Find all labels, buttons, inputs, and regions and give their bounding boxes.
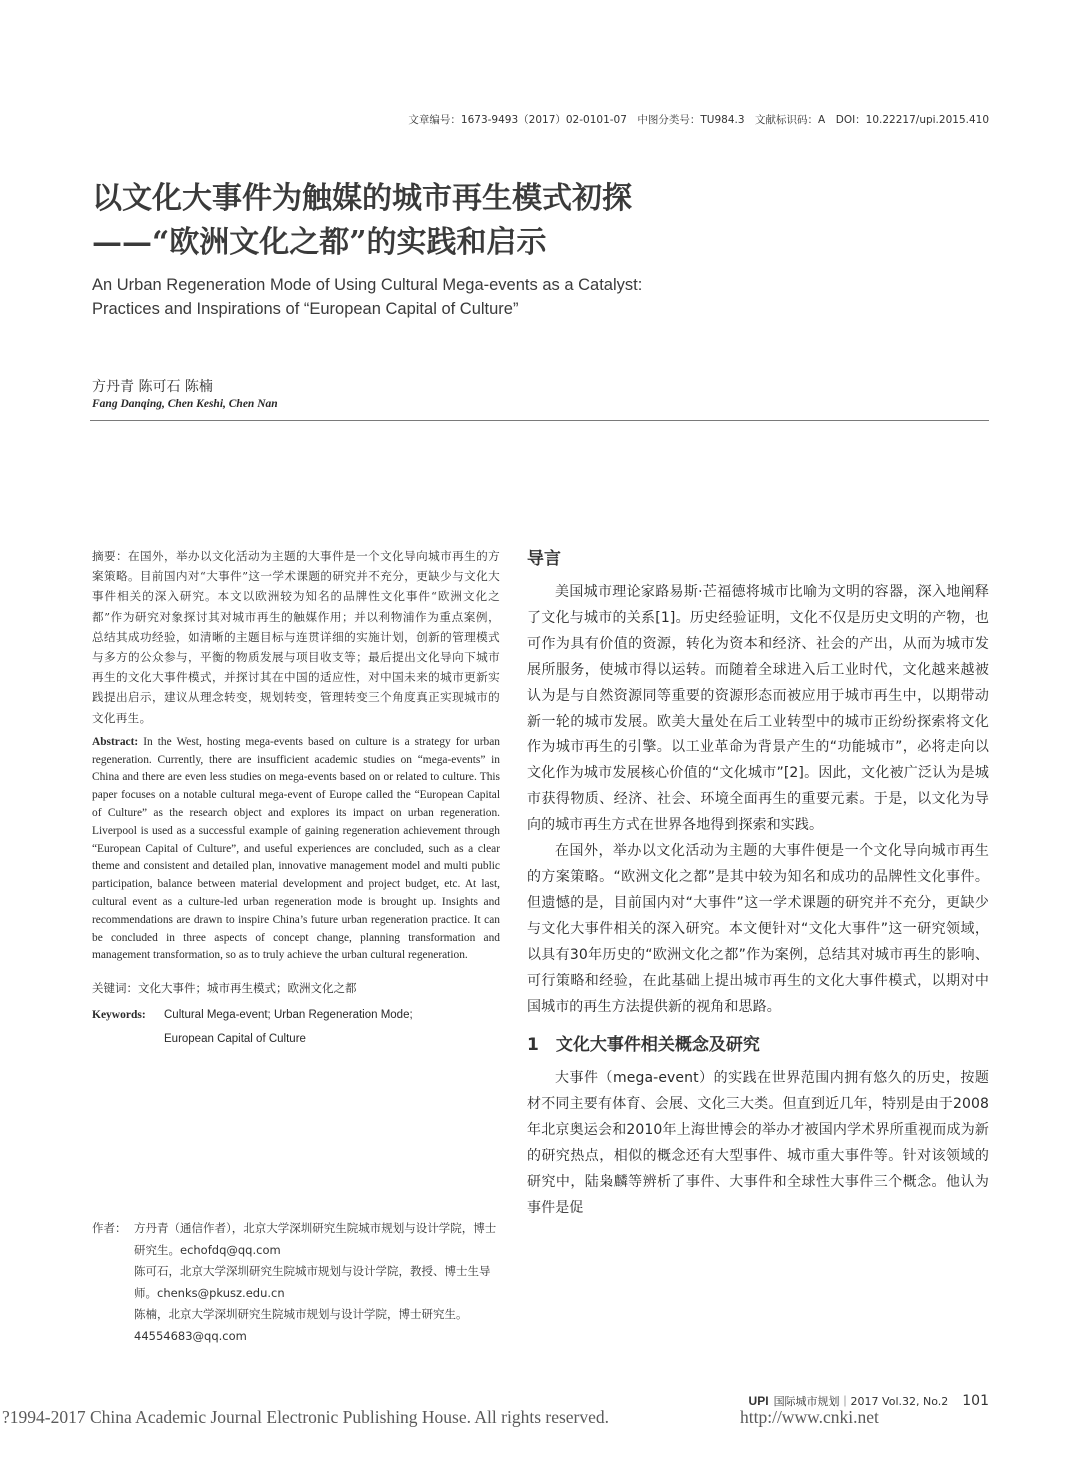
title-english (92, 273, 892, 321)
copyright-notice: ?1994-2017 China Academic Journal Electronic Publishing House. All rights reserved. (2, 1407, 610, 1427)
title-cn-line2: ——“欧洲文化之都”的实践和启示 (92, 225, 547, 260)
abstract-chinese: 摘要：在国外，举办以文化活动为主题的大事件是一个文化导向城市再生的方案策略。目前国内对“大事件”这一学术课题的研究并不充分，更缺少与文化大事件相关的深入研究。本文以欧洲较为知名的品牌性文化事件“欧洲文化之都”作为研究对象探讨其对城市再生的触媒作用；并以利物浦作为重点案例，总结其成功经验，如清晰的主题目标与连贯详细的实施计划，创新的管理模式与多方的公众参与，平衡的物质发展与项目收支等；最后提出文化导向下城市再生的文化大事件模式，并探讨其在中国的适应性，对中国未来的城市更新实践提出启示，建议从理念转变，规划转变，管理转变三个角度真正实现城市的文化再生。 (92, 549, 500, 725)
cnki-link[interactable]: http://www.cnki.net (740, 1407, 879, 1427)
title-en-line2: Practices and Inspirations of “European Capital of Culture” (92, 300, 519, 318)
author-info-line2: 陈可石，北京大学深圳研究生院城市规划与设计学院，教授、博士生导师。chenks@pkusz.edu.cn (134, 1264, 491, 1300)
abstract-column (92, 546, 500, 1051)
title-cn-line1: 以文化大事件为触媒的城市再生模式初探 (92, 181, 632, 216)
keywords-values (164, 1003, 413, 1051)
intro-heading: 导言 (527, 549, 561, 569)
author-info (92, 1218, 502, 1348)
body-column (527, 546, 989, 1222)
journal-logo: UPI (748, 1394, 769, 1408)
journal-issue: 国际城市规划｜2017 Vol.32, No.2 (773, 1395, 949, 1408)
section1-heading: 1 文化大事件相关概念及研究 (527, 1035, 760, 1056)
keywords-line1: Cultural Mega-event; Urban Regeneration Mode; (164, 1009, 413, 1022)
abstract-english-text: In the West, hosting mega-events based on culture is a strategy for urban regeneration. Currently, there are insufficient academic studies on “mega-events” in China and there are even less studies on mega-events based on or related to culture. This paper focuses on a notable cultural mega-event of Europe called the “European Capital of Culture” as the research object and explores its impact on urban regeneration. Liverpool is used as a successful example of gaining regeneration achievement through “European Capital of Culture”, and useful experiences are concluded, such as a clear theme and consistent and detailed plan, innovative management model and multi public participation, balance between material development and project budget, etc. At last, cultural event as a culture-led urban regeneration mode is brought up. Insights and recommendations are drawn to inspire China’s future urban regeneration practice. It can be concluded in three aspects of concept change, planning transformation and management transformation, so as to truly achieve the urban cultural regeneration. (92, 735, 500, 962)
keywords-label: Keywords: (92, 1009, 146, 1022)
author-info-line3: 陈楠，北京大学深圳研究生院城市规划与设计学院，博士研究生。44554683@qq.com (134, 1307, 468, 1343)
intro-paragraph-1: 美国城市理论家路易斯·芒福德将城市比喻为文明的容器，深入地阐释了文化与城市的关系[1]。历史经验证明，文化不仅是历史文明的产物，也可作为具有价值的资源，转化为资本和经济、社会的产出，从而为城市发展所服务，使城市得以运转。而随着全球进入后工业时代，文化越来越被认为是与自然资源同等重要的资源形态而被应用于城市再生中，以期带动新一轮的城市发展。欧美大量处在后工业转型中的城市正纷纷探索将文化作为城市再生的引擎。以工业革命为背景产生的“功能城市”，必将走向以文化作为城市发展核心价值的“文化城市”[2]。因此，文化被广泛认为是城市获得物质、经济、社会、环境全面再生的重要元素。于是，以文化为导向的城市再生方式在世界各地得到探索和实践。 (527, 584, 989, 834)
keywords-english (92, 1003, 500, 1051)
author-info-line1: 方丹青（通信作者），北京大学深圳研究生院城市规划与设计学院，博士研究生。echofdq@qq.com (134, 1221, 497, 1257)
title-chinese (92, 177, 852, 265)
section1-paragraph-1: 大事件（mega-event）的实践在世界范围内拥有悠久的历史，按题材不同主要有体育、会展、文化三大类。但直到近几年，特别是由于2008年北京奥运会和2010年上海世博会的举办才被国内学术界所重视而成为新的研究热点，相似的概念还有大型事件、城市重大事件等。针对该领域的研究中，陆枭麟等辨析了事件、大事件和全球性大事件三个概念。他认为事件是促 (527, 1070, 989, 1216)
authors-english: Fang Danqing, Chen Keshi, Chen Nan (92, 398, 278, 410)
keywords-chinese: 关键词：文化大事件；城市再生模式；欧洲文化之都 (92, 981, 357, 996)
abstract-label: Abstract: (92, 735, 139, 748)
keywords-line2: European Capital of Culture (164, 1033, 306, 1046)
authors-chinese: 方丹青 陈可石 陈楠 (92, 379, 213, 395)
intro-paragraph-2: 在国外，举办以文化活动为主题的大事件便是一个文化导向城市再生的方案策略。“欧洲文化之都”是其中较为知名和成功的品牌性文化事件。但遗憾的是，目前国内对“大事件”这一学术课题的研究并不充分，更缺少与文化大事件相关的深入研究。本文便针对“文化大事件”这一研究领域，以具有30年历史的“欧洲文化之都”作为案例，总结其对城市再生的影响、可行策略和经验，在此基础上提出城市再生的文化大事件模式，以期对中国城市的再生方法提供新的视角和思路。 (527, 843, 989, 1015)
title-en-line1: An Urban Regeneration Mode of Using Cultural Mega-events as a Catalyst: (92, 276, 643, 294)
page-number: 101 (962, 1393, 989, 1409)
author-info-label: 作者： (92, 1221, 127, 1235)
header-divider (90, 420, 989, 421)
abstract-english (92, 734, 500, 965)
article-meta: 文章编号：1673-9493（2017）02-0101-07 中图分类号：TU984.3 文献标识码：A DOI：10.22217/upi.2015.410 (408, 114, 989, 126)
